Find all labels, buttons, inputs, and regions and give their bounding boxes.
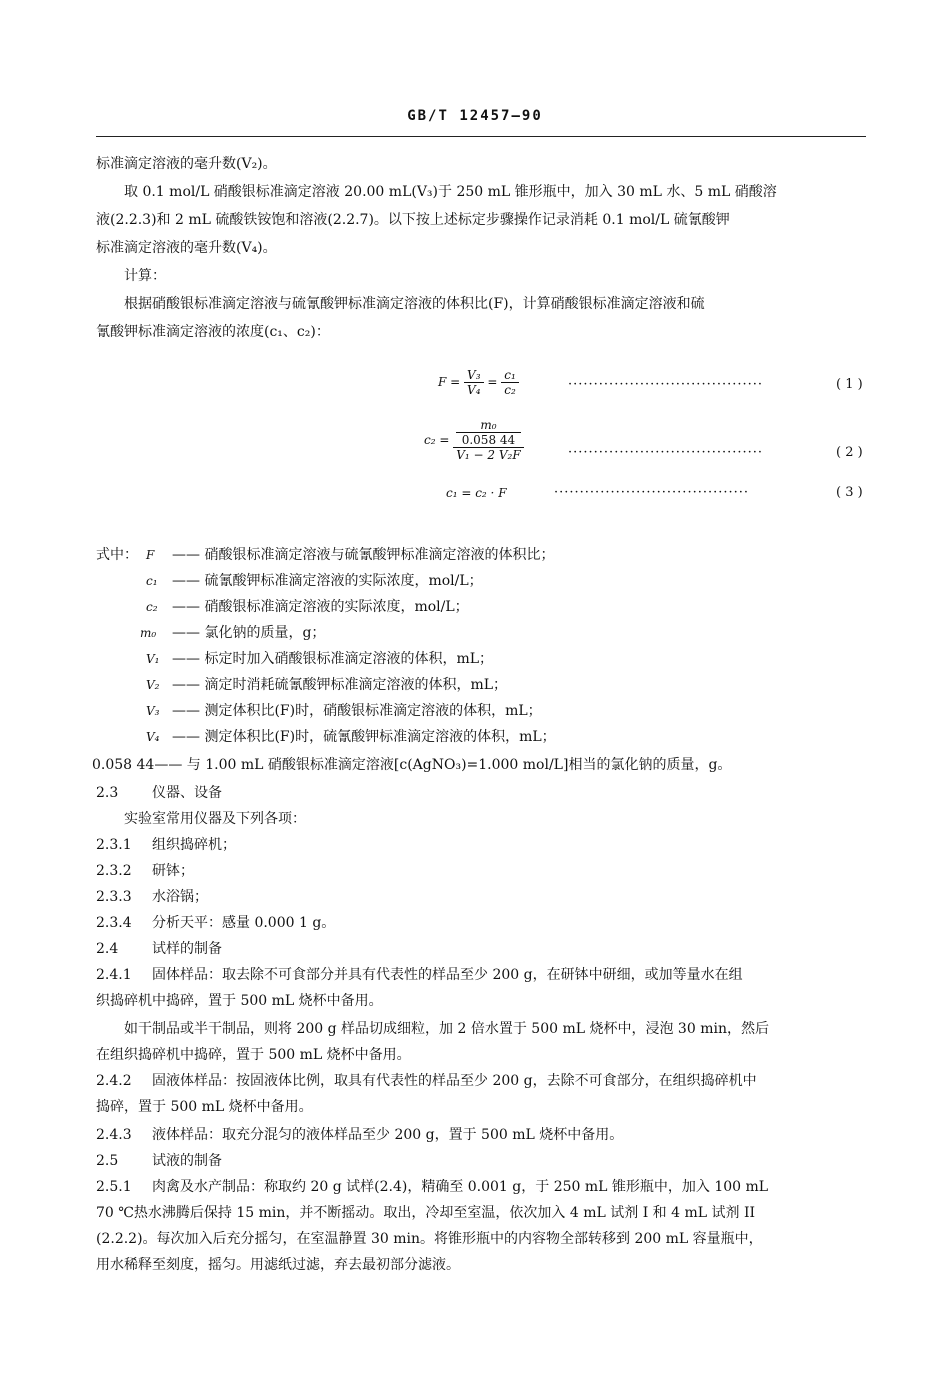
intro-line-2: 取 0.1 mol/L 硝酸银标准滴定溶液 20.00 mL(V₃)于 250 mL 锥形瓶中，加入 30 mL 水、5 mL 硝酸溶 bbox=[124, 184, 777, 200]
formula-1-number: ( 1 ) bbox=[836, 377, 863, 392]
paragraph-line: 在组织捣碎机中捣碎，置于 500 mL 烧杯中备用。 bbox=[96, 1047, 411, 1063]
formula-2 bbox=[424, 418, 524, 462]
paragraph-line: 70 ℃热水沸腾后保持 15 min，并不断摇动。取出，冷却至室温，依次加入 4 mL 试剂 I 和 4 mL 试剂 II bbox=[96, 1205, 756, 1221]
definition-symbol: m₀ bbox=[140, 626, 157, 640]
definition-row bbox=[146, 542, 554, 568]
section-number: 2.4.1 bbox=[96, 967, 132, 983]
section-item-2-4-2 bbox=[96, 1068, 757, 1094]
formula-2-frac bbox=[453, 418, 523, 462]
definition-constant: 0.058 44—— 与 1.00 mL 硝酸银标准滴定溶液[c(AgNO₃)=1.000 mol/L]相当的氯化钠的质量，g。 bbox=[92, 757, 732, 773]
formula-2-inner-den: 0.058 44 bbox=[461, 433, 516, 447]
section-number: 2.3.1 bbox=[96, 837, 132, 853]
section-item-2-4-1 bbox=[96, 962, 743, 988]
definition-row bbox=[146, 672, 507, 698]
section-text: 水浴锅； bbox=[152, 889, 208, 905]
header-rule bbox=[96, 136, 866, 137]
formula-1-leader: ······································ bbox=[568, 377, 764, 392]
page-header: GB/T 12457—90 bbox=[407, 108, 543, 124]
section-number: 2.3.3 bbox=[96, 889, 132, 905]
section-text: 液体样品：取充分混匀的液体样品至少 200 g，置于 500 mL 烧杯中备用。 bbox=[152, 1127, 624, 1143]
section-text: 分析天平：感量 0.000 1 g。 bbox=[152, 915, 336, 931]
section-number: 2.4.2 bbox=[96, 1073, 132, 1089]
section-number: 2.4 bbox=[96, 941, 119, 957]
formula-1-lhs: F = bbox=[438, 375, 461, 389]
section-number: 2.5.1 bbox=[96, 1179, 132, 1195]
intro-line-1: 标准滴定溶液的毫升数(V₂)。 bbox=[96, 156, 277, 172]
formula-1-den-a: V₄ bbox=[467, 383, 481, 397]
formula-1-num-b: c₁ bbox=[501, 368, 519, 383]
section-heading-2-4 bbox=[96, 936, 222, 962]
definition-text: —— 硝酸银标准滴定溶液的实际浓度，mol/L； bbox=[172, 599, 469, 615]
definition-symbol: F bbox=[146, 548, 155, 562]
section-item-2-3-3 bbox=[96, 884, 208, 910]
definition-symbol: V₂ bbox=[146, 678, 160, 692]
formula-2-inner-num: m₀ bbox=[456, 418, 520, 433]
definition-text: —— 标定时加入硝酸银标准滴定溶液的体积，mL； bbox=[172, 651, 494, 667]
definition-text: —— 氯化钠的质量，g； bbox=[172, 625, 326, 641]
definition-row bbox=[146, 568, 483, 594]
formula-3-number: ( 3 ) bbox=[836, 485, 863, 500]
intro-line-7: 氰酸钾标准滴定溶液的浓度(c₁、c₂)： bbox=[96, 324, 330, 340]
section-text: 肉禽及水产制品：称取约 20 g 试样(2.4)，精确至 0.001 g，于 250 mL 锥形瓶中，加入 100 mL bbox=[152, 1179, 769, 1195]
section-text: 仪器、设备 bbox=[152, 785, 222, 801]
paragraph-line: 如干制品或半干制品，则将 200 g 样品切成细粒，加 2 倍水置于 500 mL 烧杯中，浸泡 30 min，然后 bbox=[124, 1021, 769, 1037]
paragraph-line: 实验室常用仪器及下列各项： bbox=[124, 811, 306, 827]
section-item-2-3-2 bbox=[96, 858, 194, 884]
formula-1-frac-a bbox=[464, 368, 483, 397]
formula-2-lhs: c₂ = bbox=[424, 433, 450, 447]
definition-row bbox=[146, 698, 542, 724]
definition-text: —— 滴定时消耗硫氰酸钾标准滴定溶液的体积，mL； bbox=[172, 677, 508, 693]
intro-line-5: 计算： bbox=[124, 268, 166, 284]
formula-1-den-b: c₂ bbox=[504, 383, 516, 397]
definition-symbol: V₄ bbox=[146, 730, 160, 744]
formula-1-eq: = bbox=[487, 375, 498, 389]
definition-text: —— 硫氰酸钾标准滴定溶液的实际浓度，mol/L； bbox=[172, 573, 483, 589]
section-text: 固液体样品：按固液体比例，取具有代表性的样品至少 200 g，去除不可食部分，在组织捣碎机中 bbox=[152, 1073, 757, 1089]
section-item-2-5-1 bbox=[96, 1174, 768, 1200]
definition-symbol: V₃ bbox=[146, 704, 160, 718]
paragraph-line: 用水稀释至刻度，摇匀。用滤纸过滤，弃去最初部分滤液。 bbox=[96, 1257, 460, 1273]
formula-2-number: ( 2 ) bbox=[836, 445, 863, 460]
intro-line-6: 根据硝酸银标准滴定溶液与硫氰酸钾标准滴定溶液的体积比(F)，计算硝酸银标准滴定溶液和硫 bbox=[124, 296, 705, 312]
section-number: 2.4.3 bbox=[96, 1127, 132, 1143]
intro-line-4: 标准滴定溶液的毫升数(V₄)。 bbox=[96, 240, 277, 256]
definition-text: —— 测定体积比(F)时，硫氰酸钾标准滴定溶液的体积，mL； bbox=[172, 729, 556, 745]
section-number: 2.3.4 bbox=[96, 915, 132, 931]
section-text: 试样的制备 bbox=[152, 941, 222, 957]
definition-row bbox=[146, 646, 493, 672]
definition-text: —— 测定体积比(F)时，硝酸银标准滴定溶液的体积，mL； bbox=[172, 703, 542, 719]
definition-row bbox=[140, 620, 325, 646]
section-text: 研钵； bbox=[152, 863, 194, 879]
definition-symbol: c₂ bbox=[146, 600, 158, 614]
definition-row bbox=[146, 594, 469, 620]
formula-1 bbox=[438, 368, 519, 397]
formula-1-num-a: V₃ bbox=[464, 368, 483, 383]
section-item-2-3-4 bbox=[96, 910, 335, 936]
definition-symbol: V₁ bbox=[146, 652, 160, 666]
definitions-lead: 式中： bbox=[96, 547, 138, 563]
paragraph-line: (2.2.2)。每次加入后充分摇匀，在室温静置 30 min。将锥形瓶中的内容物全部转移到 200 mL 容量瓶中， bbox=[96, 1231, 763, 1247]
section-heading-2-5 bbox=[96, 1148, 222, 1174]
formula-2-leader: ······································ bbox=[568, 445, 764, 460]
section-text: 试液的制备 bbox=[152, 1153, 222, 1169]
section-text: 固体样品：取去除不可食部分并具有代表性的样品至少 200 g，在研钵中研细，或加等量水在组 bbox=[152, 967, 743, 983]
formula-2-inner-frac bbox=[456, 418, 520, 447]
section-heading-2-3 bbox=[96, 780, 222, 806]
definition-symbol: c₁ bbox=[146, 574, 158, 588]
definition-text: —— 硝酸银标准滴定溶液与硫氰酸钾标准滴定溶液的体积比； bbox=[172, 547, 555, 563]
definition-row bbox=[146, 724, 556, 750]
section-number: 2.3.2 bbox=[96, 863, 132, 879]
formula-3: c₁ = c₂ · F bbox=[446, 486, 507, 500]
section-number: 2.5 bbox=[96, 1153, 119, 1169]
section-item-2-4-3 bbox=[96, 1122, 623, 1148]
formula-2-den: V₁ − 2 V₂F bbox=[456, 448, 521, 462]
formula-2-num bbox=[453, 418, 523, 448]
section-item-2-3-1 bbox=[96, 832, 236, 858]
formula-1-frac-b bbox=[501, 368, 519, 397]
paragraph-line: 捣碎，置于 500 mL 烧杯中备用。 bbox=[96, 1099, 313, 1115]
formula-3-leader: ······································ bbox=[554, 485, 750, 500]
intro-line-3: 液(2.2.3)和 2 mL 硫酸铁铵饱和溶液(2.2.7)。以下按上述标定步骤操作记录消耗 0.1 mol/L 硫氰酸钾 bbox=[96, 212, 730, 228]
paragraph-line: 织捣碎机中捣碎，置于 500 mL 烧杯中备用。 bbox=[96, 993, 383, 1009]
section-number: 2.3 bbox=[96, 785, 119, 801]
section-text: 组织捣碎机； bbox=[152, 837, 236, 853]
